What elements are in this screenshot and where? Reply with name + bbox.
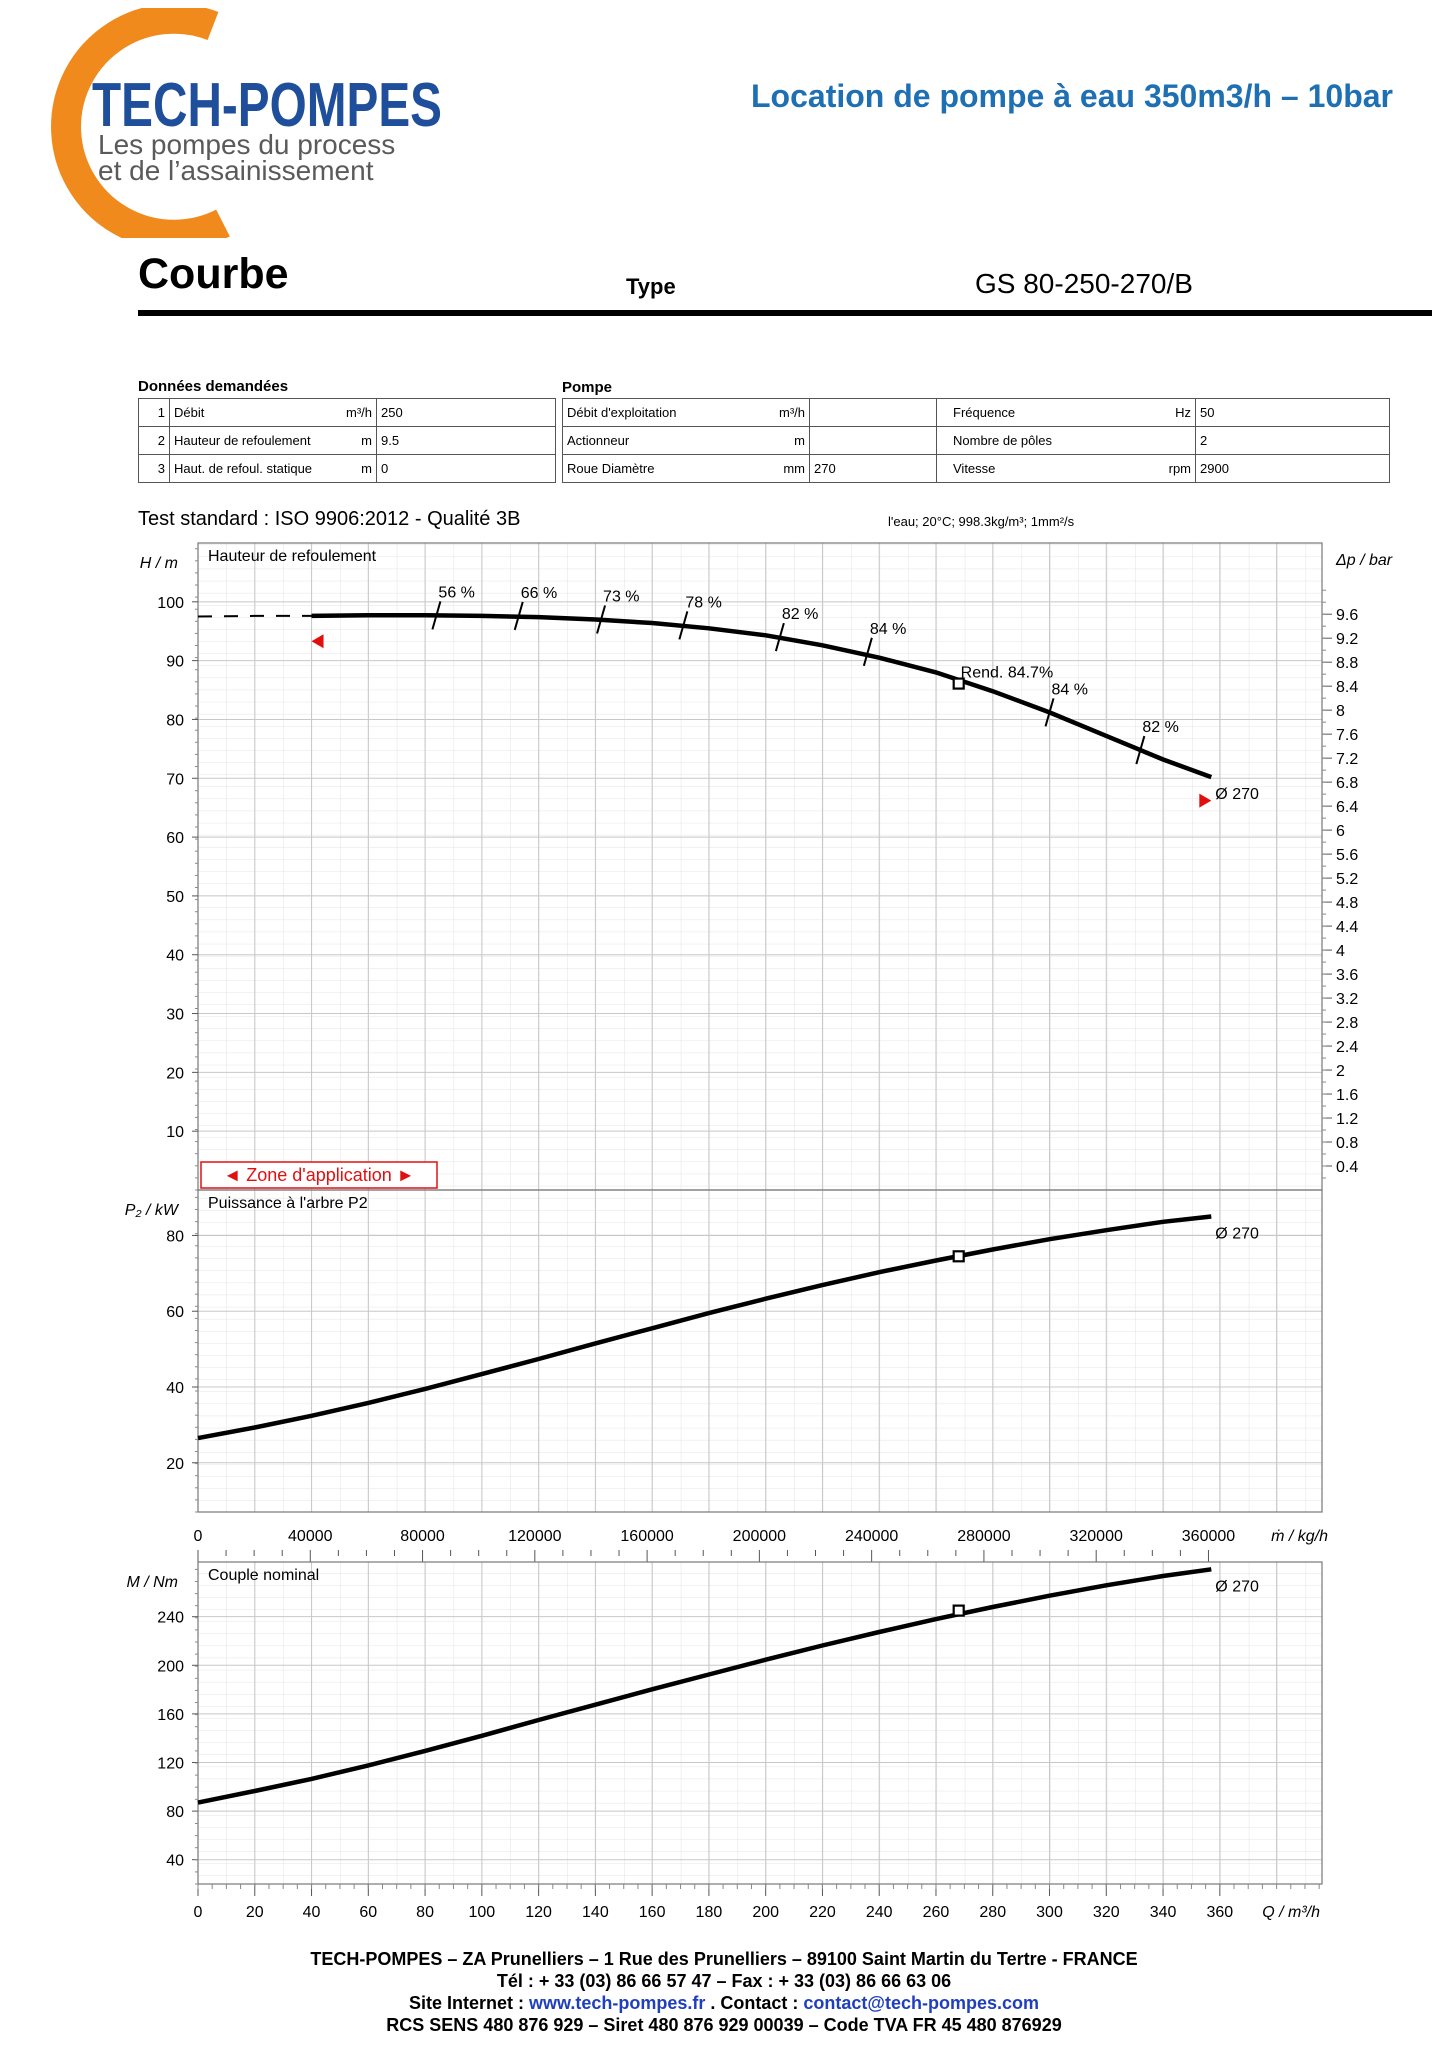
chart-title: Couple nominal <box>208 1567 320 1584</box>
y-tick-label: 200 <box>157 1658 184 1676</box>
test-standard: Test standard : ISO 9906:2012 - Qualité 3B <box>138 508 521 530</box>
row-label: Hauteur de refoulement <box>170 427 329 455</box>
y2-tick-label: 4.8 <box>1336 895 1359 913</box>
efficiency-label: 82 % <box>781 606 819 624</box>
x2-tick-label: 240000 <box>844 1528 899 1545</box>
footer-phone: Tél : + 33 (03) 86 66 57 47 – Fax : + 33 (03) 86 66 63 06 <box>496 1971 952 1991</box>
y2-tick-label: 7.2 <box>1336 751 1359 769</box>
y-tick-label: 90 <box>166 653 184 671</box>
footer-contact-label: . Contact : <box>705 1993 804 2013</box>
y2-tick-label: 4.4 <box>1336 919 1359 937</box>
row-label: Roue Diamètre <box>563 455 722 483</box>
x2-tick-label: 360000 <box>1181 1528 1236 1545</box>
x-tick-label: 240 <box>865 1904 893 1921</box>
footer-site-label: Site Internet : <box>409 1993 530 2013</box>
x-axis-label: Q / m³/h <box>1262 1904 1320 1921</box>
y-tick-label: 100 <box>157 594 184 612</box>
row-unit-2: Hz <box>1137 399 1196 427</box>
y-tick-label: 80 <box>166 1228 184 1246</box>
x2-tick-label: 320000 <box>1069 1528 1123 1545</box>
chart-grid <box>198 1562 1322 1884</box>
pump-data-title: Pompe <box>562 379 613 396</box>
y2-tick-label: 7.6 <box>1336 727 1359 745</box>
x2-tick-label: 120000 <box>508 1528 562 1545</box>
row-value: 0 <box>377 455 556 483</box>
efficiency-label: 66 % <box>520 584 558 602</box>
row-label: Débit d'exploitation <box>563 399 722 427</box>
row-value-2: 2 <box>1196 427 1390 455</box>
x-tick-label: 260 <box>922 1904 950 1921</box>
row-value-2: 50 <box>1196 399 1390 427</box>
row-label-2: Vitesse <box>937 455 1138 483</box>
y-tick-label: 80 <box>166 1804 184 1822</box>
y2-tick-label: 2.4 <box>1336 1039 1359 1057</box>
y-tick-label: 120 <box>157 1755 184 1773</box>
x2-tick-label: 200000 <box>732 1528 787 1545</box>
footer <box>0 1948 1448 2036</box>
row-number: 1 <box>139 399 170 427</box>
y-tick-label: 20 <box>166 1065 184 1083</box>
y2-tick-label: 6.8 <box>1336 775 1359 793</box>
efficiency-label: 82 % <box>1142 719 1179 737</box>
y-tick-label: 60 <box>166 830 184 848</box>
x-tick-label: 220 <box>809 1904 836 1921</box>
torque-chart <box>126 1562 1322 1921</box>
row-number: 3 <box>139 455 170 483</box>
y-tick-label: 50 <box>166 888 184 906</box>
efficiency-label: 78 % <box>685 594 722 612</box>
curve-label: Ø 270 <box>1215 1578 1259 1596</box>
row-unit-2: rpm <box>1137 455 1196 483</box>
row-unit: m³/h <box>721 399 810 427</box>
footer-web-line <box>0 1992 1448 2014</box>
x-tick-label: 300 <box>1036 1904 1063 1921</box>
x2-tick-label: 0 <box>193 1528 203 1545</box>
y-tick-label: 40 <box>166 1852 184 1870</box>
y2-tick-label: 3.6 <box>1336 967 1359 985</box>
y2-tick-label: 4 <box>1336 943 1345 961</box>
y-tick-label: 60 <box>166 1304 184 1322</box>
efficiency-label: 84 % <box>1051 681 1088 699</box>
row-number: 2 <box>139 427 170 455</box>
x-tick-label: 40 <box>302 1904 321 1921</box>
efficiency-label: 56 % <box>438 584 475 602</box>
row-label: Actionneur <box>563 427 722 455</box>
document-title: Location de pompe à eau 350m3/h – 10bar <box>751 78 1393 114</box>
duty-point-label: Rend. 84.7% <box>960 664 1054 682</box>
y-axis-label: P₂ / kW <box>124 1202 178 1219</box>
logo-brand: TECH-POMPES <box>92 71 442 140</box>
x-tick-label: 140 <box>582 1904 609 1921</box>
email-link[interactable]: contact@tech-pompes.com <box>803 1993 1039 2013</box>
chart-title: Hauteur de refoulement <box>208 548 377 565</box>
row-label-2: Fréquence <box>937 399 1138 427</box>
y2-axis-label: Δp / bar <box>1336 552 1393 569</box>
y2-tick-label: 0.4 <box>1336 1159 1359 1177</box>
y2-tick-label: 8 <box>1336 703 1345 721</box>
y2-tick-label: 6.4 <box>1336 799 1359 817</box>
y2-tick-label: 1.2 <box>1336 1111 1359 1129</box>
y-tick-label: 30 <box>166 1006 184 1024</box>
x2-axis-label: ṁ / kg/h <box>1271 1528 1328 1545</box>
type-label: Type <box>626 274 676 299</box>
footer-address: TECH-POMPES – ZA Prunelliers – 1 Rue des Prunelliers – 89100 Saint Martin du Tertre - FRANCE <box>310 1949 1138 1969</box>
y-axis-label: H / m <box>139 555 178 572</box>
logo-tagline-1: Les pompes du process <box>98 129 396 160</box>
row-unit: m³/h <box>328 399 377 427</box>
x-tick-label: 340 <box>1149 1904 1177 1921</box>
x-tick-label: 100 <box>468 1904 496 1921</box>
x-tick-label: 20 <box>245 1904 264 1921</box>
logo-tagline-2: et de l’assainissement <box>98 155 374 186</box>
power-chart <box>125 1190 1328 1562</box>
x-tick-label: 80 <box>416 1904 434 1921</box>
y2-tick-label: 0.8 <box>1336 1135 1359 1153</box>
row-unit: mm <box>721 455 810 483</box>
type-value: GS 80-250-270/B <box>975 268 1193 299</box>
y-tick-label: 80 <box>166 712 184 730</box>
x2-tick-label: 40000 <box>288 1528 333 1545</box>
chart-title: Puissance à l'arbre P2 <box>208 1195 368 1212</box>
y-tick-label: 160 <box>157 1706 184 1724</box>
y-axis-label: M / Nm <box>126 1574 178 1591</box>
y2-tick-label: 3.2 <box>1336 991 1359 1009</box>
x-tick-label: 360 <box>1206 1904 1234 1921</box>
head-chart <box>140 543 1393 1190</box>
y-tick-label: 40 <box>166 947 184 965</box>
section-heading: Courbe <box>138 250 289 298</box>
row-value: 250 <box>377 399 556 427</box>
row-unit: m <box>328 455 377 483</box>
y-tick-label: 40 <box>166 1379 184 1397</box>
curve-label: Ø 270 <box>1215 786 1259 804</box>
requested-data-title: Données demandées <box>138 378 289 395</box>
y-tick-label: 70 <box>166 771 184 789</box>
curve-label: Ø 270 <box>1215 1225 1259 1243</box>
y2-tick-label: 2 <box>1336 1063 1345 1081</box>
x2-tick-label: 80000 <box>400 1528 445 1545</box>
y2-tick-label: 2.8 <box>1336 1015 1359 1033</box>
x-tick-label: 160 <box>638 1904 666 1921</box>
x-tick-label: 120 <box>525 1904 552 1921</box>
y-tick-label: 10 <box>166 1124 184 1142</box>
application-zone-label: ◄ Zone d'application ► <box>223 1165 415 1185</box>
x-tick-label: 60 <box>359 1904 378 1921</box>
x-tick-label: 0 <box>193 1904 203 1921</box>
y2-tick-label: 8.4 <box>1336 679 1359 697</box>
y2-tick-label: 5.6 <box>1336 847 1359 865</box>
y-tick-label: 20 <box>166 1455 184 1473</box>
y2-tick-label: 1.6 <box>1336 1087 1359 1105</box>
x2-tick-label: 280000 <box>957 1528 1011 1545</box>
duty-point-marker <box>954 1606 964 1616</box>
row-value-2: 2900 <box>1196 455 1390 483</box>
y-tick-label: 240 <box>157 1609 184 1627</box>
y2-tick-label: 6 <box>1336 823 1345 841</box>
row-label: Haut. de refoul. statique <box>170 455 329 483</box>
y2-tick-label: 5.2 <box>1336 871 1359 889</box>
row-unit: m <box>721 427 810 455</box>
chart-grid <box>198 543 1322 1190</box>
row-unit: m <box>328 427 377 455</box>
row-label: Débit <box>170 399 329 427</box>
y2-tick-label: 8.8 <box>1336 655 1359 673</box>
y2-tick-label: 9.2 <box>1336 631 1359 649</box>
x-tick-label: 320 <box>1092 1904 1120 1921</box>
website-link[interactable]: www.tech-pompes.fr <box>529 1993 706 2013</box>
efficiency-label: 84 % <box>869 620 907 638</box>
x-tick-label: 280 <box>979 1904 1007 1921</box>
x-tick-label: 200 <box>752 1904 780 1921</box>
chart-grid <box>198 1190 1322 1512</box>
x-tick-label: 180 <box>695 1904 723 1921</box>
row-value: 270 <box>810 455 937 483</box>
x2-tick-label: 160000 <box>620 1528 674 1545</box>
row-value: 9.5 <box>377 427 556 455</box>
y2-tick-label: 9.6 <box>1336 607 1359 625</box>
row-label-2: Nombre de pôles <box>937 427 1138 455</box>
duty-point-marker <box>954 1251 964 1261</box>
fluid-note: l'eau; 20°C; 998.3kg/m³; 1mm²/s <box>888 514 1075 529</box>
footer-registration: RCS SENS 480 876 929 – Siret 480 876 929 00039 – Code TVA FR 45 480 876929 <box>386 2015 1062 2035</box>
efficiency-label: 73 % <box>603 588 640 606</box>
